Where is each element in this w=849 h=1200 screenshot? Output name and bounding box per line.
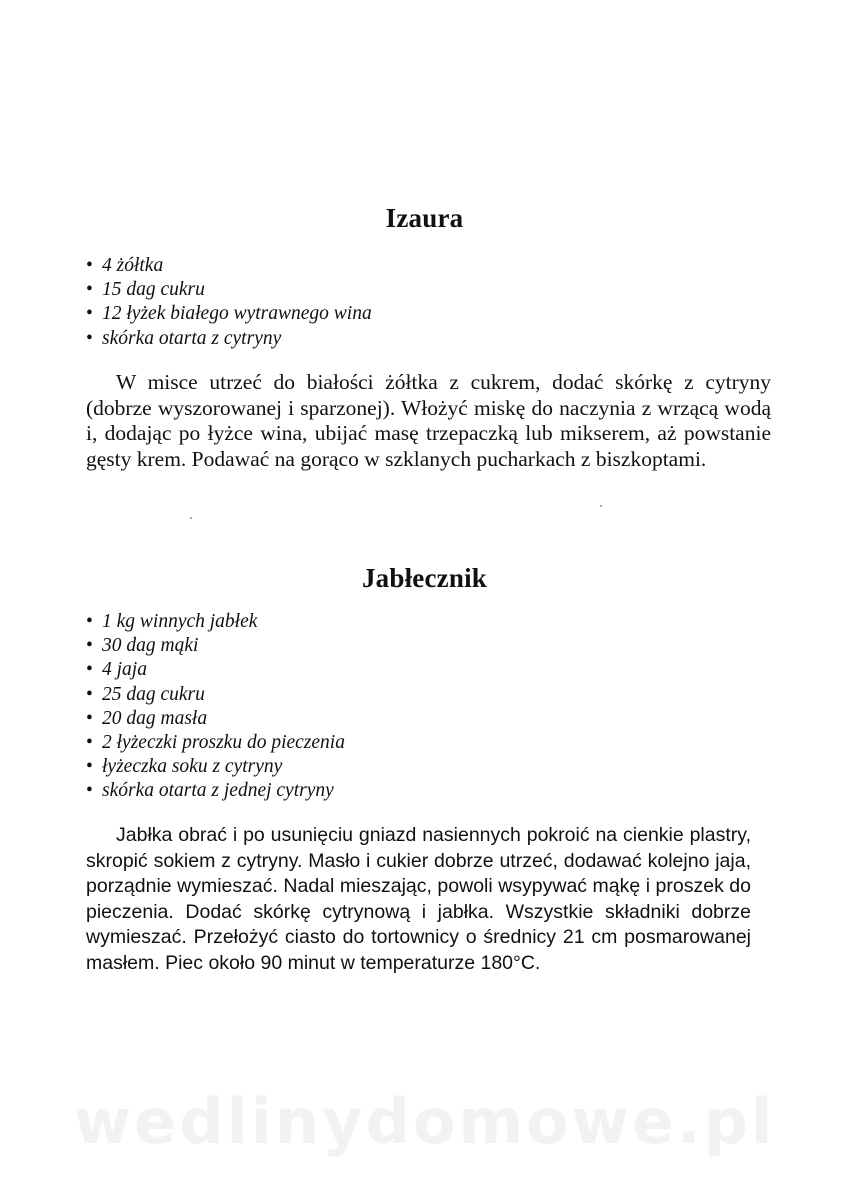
recipe-instructions-izaura bbox=[86, 370, 771, 472]
bullet-icon: • bbox=[86, 279, 93, 301]
instructions-text: W misce utrzeć do białości żółtka z cukrem, dodać skórkę z cytryny (dobrze wyszorowanej i sparzonej). Włożyć miskę do naczynia z wrzącą wodą i, dodając po łyżce wina, ubijać masę trzepaczką lub mikserem, aż powstanie gęsty krem. Podawać na gorąco w szklanych pucharkach z biszkoptami. bbox=[86, 370, 771, 471]
bullet-icon: • bbox=[86, 611, 93, 632]
ingredient-text: 15 dag cukru bbox=[102, 279, 205, 301]
list-item bbox=[86, 634, 345, 658]
ingredient-list-jablecznik bbox=[86, 610, 345, 804]
list-item bbox=[86, 302, 372, 326]
ingredient-text: 1 kg winnych jabłek bbox=[102, 611, 258, 632]
scan-speck bbox=[600, 505, 602, 507]
ingredient-text: 30 dag mąki bbox=[102, 635, 199, 657]
watermark: wedlinydomowe.pl bbox=[73, 1085, 776, 1158]
ingredient-text: skórka otarta z jednej cytryny bbox=[102, 780, 334, 802]
list-item bbox=[86, 327, 372, 351]
ingredient-text: 12 łyżek białego wytrawnego wina bbox=[102, 303, 372, 325]
ingredient-list-izaura bbox=[86, 254, 372, 351]
bullet-icon: • bbox=[86, 327, 93, 349]
ingredient-text: 25 dag cukru bbox=[102, 683, 205, 705]
list-item bbox=[86, 779, 345, 803]
list-item bbox=[86, 731, 345, 755]
bullet-icon: • bbox=[86, 707, 93, 729]
bullet-icon: • bbox=[86, 303, 93, 325]
bullet-icon: • bbox=[86, 780, 93, 802]
list-item bbox=[86, 683, 345, 707]
recipe-instructions-jablecznik bbox=[86, 823, 751, 977]
bullet-icon: • bbox=[86, 683, 93, 705]
bullet-icon: • bbox=[86, 255, 93, 276]
scan-speck bbox=[190, 517, 192, 519]
bullet-icon: • bbox=[86, 635, 93, 657]
instructions-text: Jabłka obrać i po usunięciu gniazd nasiennych pokroić na cienkie plastry, skropić sokiem z cytryny. Masło i cukier dobrze utrzeć, dodawać kolejno jaja, porządnie wymieszać. Nadal mieszając, powoli wsypywać mąkę i proszek do pieczenia. Dodać skórkę cytrynową i jabłka. Wszystkie składniki dobrze wymieszać. Przełożyć ciasto do tortownicy o średnicy 21 cm posmarowanej masłem. Piec około 90 minut w temperaturze 180°C. bbox=[86, 824, 751, 974]
ingredient-text: 2 łyżeczki proszku do pieczenia bbox=[102, 731, 345, 753]
recipe-title-jablecznik: Jabłecznik bbox=[361, 563, 487, 593]
list-item bbox=[86, 254, 372, 278]
list-item bbox=[86, 610, 345, 634]
bullet-icon: • bbox=[86, 659, 93, 681]
recipe-title-izaura: Izaura bbox=[385, 203, 464, 233]
list-item bbox=[86, 755, 345, 779]
ingredient-text: 4 żółtka bbox=[102, 255, 164, 276]
ingredient-text: skórka otarta z cytryny bbox=[102, 327, 282, 349]
ingredient-text: 4 jaja bbox=[102, 659, 147, 681]
bullet-icon: • bbox=[86, 756, 93, 778]
bullet-icon: • bbox=[86, 731, 93, 753]
ingredient-text: łyżeczka soku z cytryny bbox=[102, 756, 283, 778]
list-item bbox=[86, 278, 372, 302]
ingredient-text: 20 dag masła bbox=[102, 707, 208, 729]
list-item bbox=[86, 707, 345, 731]
list-item bbox=[86, 658, 345, 682]
